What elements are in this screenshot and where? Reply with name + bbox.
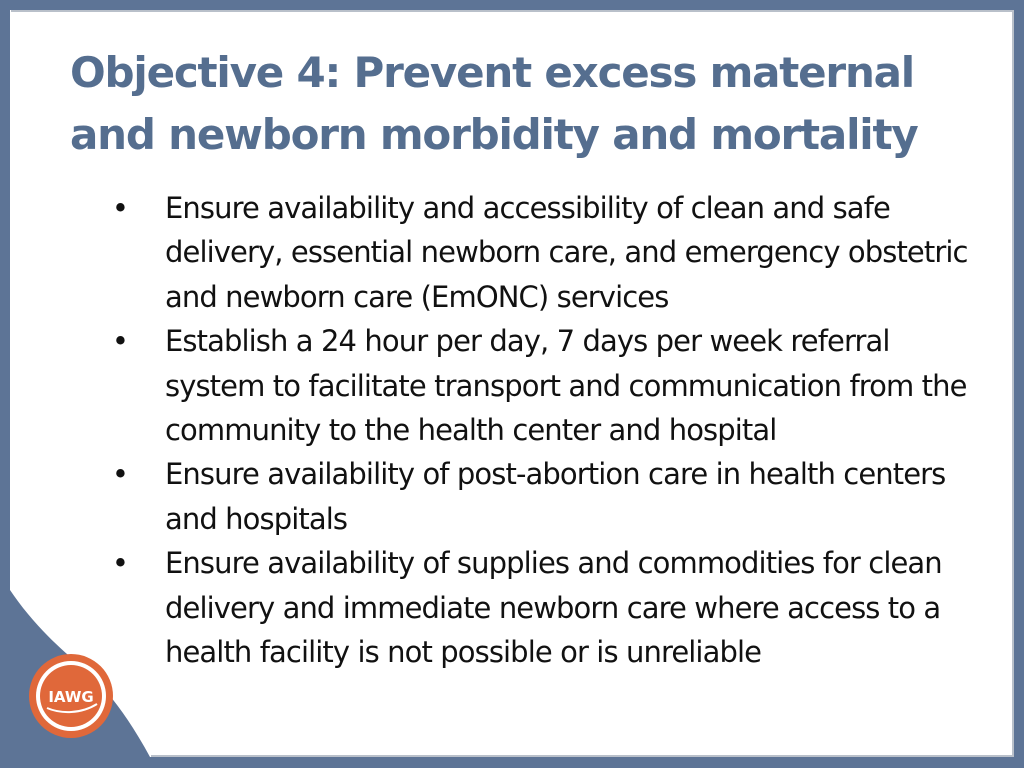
bullet-icon: •: [111, 457, 129, 492]
bullet-icon: •: [111, 191, 129, 225]
iawg-logo-icon: [27, 652, 115, 740]
bullet-text: Ensure availability of post-abortion care in health centers and hospitals: [165, 457, 946, 536]
bullet-item: [108, 541, 993, 674]
bullet-item: [108, 452, 993, 541]
bullet-icon: •: [111, 546, 129, 581]
bullet-text: Ensure availability of supplies and commodities for clean delivery and immediate newborn care where access to a health facility is not possible or is unreliable: [165, 546, 942, 670]
logo-text: IAWG: [48, 688, 94, 706]
bullet-text: Establish a 24 hour per day, 7 days per week referral system to facilitate transport and communication from the community to the health center and hospital: [165, 324, 967, 448]
bullet-item: [108, 319, 993, 452]
bullet-list: [108, 186, 993, 674]
bullet-icon: •: [111, 324, 129, 359]
bullet-text: Ensure availability and accessibility of clean and safe delivery, essential newborn care, and emergency obstetric and newborn care (EmONC) services: [165, 191, 968, 314]
slide-title: Objective 4: Prevent excess maternal and newborn morbidity and mortality: [70, 48, 918, 159]
bullet-item: [108, 186, 993, 319]
